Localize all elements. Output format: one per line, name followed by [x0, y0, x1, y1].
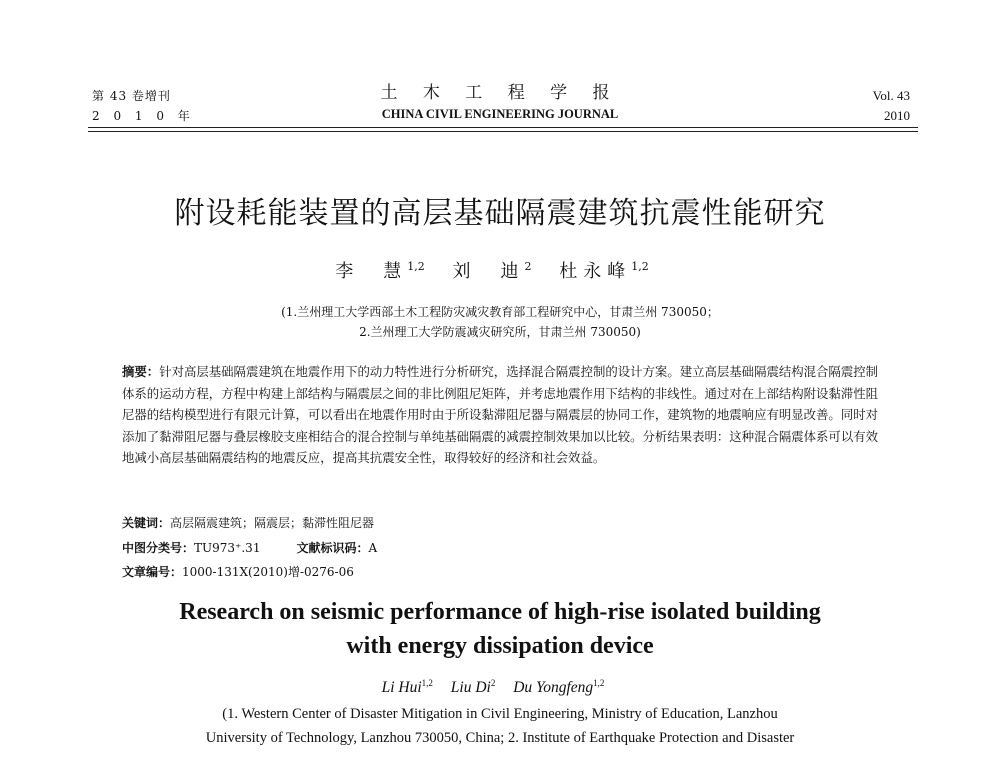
author-cn-sup: 1,2: [631, 260, 649, 273]
header-volume-info: [92, 86, 195, 126]
abstract-text: 针对高层基础隔震建筑在地震作用下的动力特性进行分析研究，选择混合隔震控制的设计方案。建立高层基础隔震结构混合隔震控制体系的运动方程，方程中构建上部结构与隔震层之间的非比例阻尼矩阵，并考虑地震作用下结构的非线性。通过对在上部结构附设黏滞性阻尼器的结构模型进行有限元计算，可以看出在地震作用时由于所设黏滞阻尼器与隔震层的协同工作，建筑物的地震响应有明显改善。同时对添加了黏滞阻尼器与叠层橡胶支座相结合的混合控制与单纯基础隔震的减震控制效果加以比较。分析结果表明：这种混合隔震体系可以有效地减小高层基础隔震结构的地震反应，提高其抗震安全性，取得较好的经济和社会效益。: [122, 364, 879, 465]
abstract-label: 摘要：: [122, 364, 160, 379]
header-year-en: 2010: [884, 108, 910, 123]
affiliation-cn-line: (1.兰州理工大学西部土木工程防灾减灾教育部工程研究中心，甘肃兰州 730050；: [281, 305, 719, 319]
header-year-cn: 2 0 1 0 年: [92, 109, 195, 123]
doc-code-value: A: [368, 541, 378, 555]
author-cn-name: 刘 迪: [452, 261, 525, 282]
author-en-name: Liu Di: [450, 679, 491, 697]
classification-line: [122, 538, 878, 558]
author-cn-sup: 1,2: [407, 260, 425, 273]
header-journal-name: [300, 82, 700, 124]
authors-cn: [200, 254, 800, 285]
header-rule-top: [88, 127, 918, 128]
author-en-name: Du Yongfeng: [513, 679, 594, 697]
affiliation-cn: [150, 302, 850, 342]
affiliation-en-line: (1. Western Center of Disaster Mitigation in Civil Engineering, Ministry of Education, Lanzhou: [222, 706, 778, 722]
title-en: [100, 595, 900, 663]
header-volume-cn: 第 43 卷增刊: [92, 89, 171, 103]
article-number-value: 1000-131X(2010)增-0276-06: [182, 565, 354, 579]
header-volume-en: [873, 86, 910, 126]
affiliation-cn-line: 2.兰州理工大学防震减灾研究所，甘肃兰州 730050): [359, 325, 641, 339]
doc-code-label: 文献标识码：: [296, 541, 369, 555]
journal-name-en: CHINA CIVIL ENGINEERING JOURNAL: [381, 107, 619, 121]
header-rule-bottom: [88, 131, 918, 132]
keywords-label: 关键词：: [122, 516, 171, 530]
author-en-sup: 1,2: [421, 678, 433, 688]
author-cn-name: 李 慧: [335, 261, 408, 282]
author-cn-sup: 2: [524, 260, 532, 273]
authors-en: [200, 672, 800, 699]
author-en-sup: 1,2: [593, 678, 605, 688]
title-en-line: Research on seismic performance of high-rise isolated building: [179, 599, 821, 625]
abstract-cn: [122, 361, 878, 469]
keywords-text: 高层隔震建筑；隔震层；黏滞性阻尼器: [170, 516, 375, 530]
title-en-line: with energy dissipation device: [346, 633, 654, 659]
affiliation-en: [110, 702, 890, 750]
affiliation-en-line: University of Technology, Lanzhou 730050, China; 2. Institute of Earthquake Protection and Disaster: [205, 730, 795, 746]
journal-name-cn: 土 木 工 程 学 报: [380, 83, 620, 103]
header-vol-en: Vol. 43: [872, 88, 910, 103]
author-en-sup: 2: [490, 678, 496, 688]
article-number-line: [122, 562, 878, 582]
author-cn-name: 杜永峰: [559, 261, 632, 282]
keywords-line: [122, 513, 878, 533]
article-number-label: 文章编号：: [122, 565, 183, 579]
title-cn: 附设耗能装置的高层基础隔震建筑抗震性能研究: [174, 196, 826, 231]
author-en-name: Li Hui: [381, 679, 422, 697]
clc-label: 中图分类号：: [122, 541, 195, 555]
clc-value: TU973⁺.31: [194, 541, 261, 555]
